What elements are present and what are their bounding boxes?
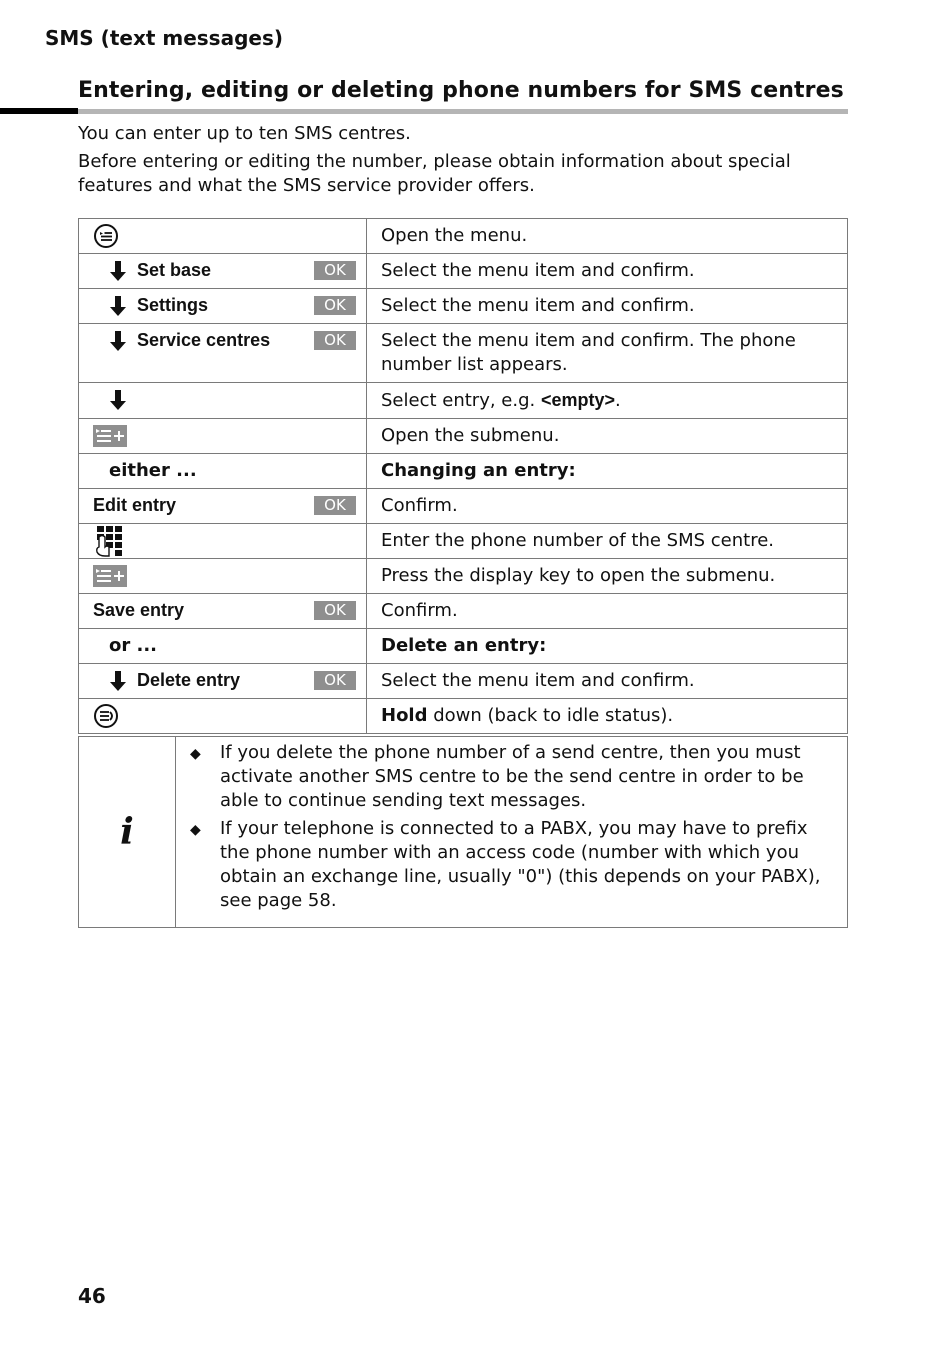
table-row <box>79 383 848 419</box>
step-text: down (back to idle status). <box>427 705 674 726</box>
step-description: Open the submenu. <box>367 419 848 454</box>
ok-key: OK <box>314 601 356 620</box>
keypad-icon <box>93 525 127 557</box>
menu-item-settings: Settings <box>137 295 209 315</box>
ok-key: OK <box>314 261 356 280</box>
step-description: Enter the phone number of the SMS centre. <box>367 524 848 559</box>
step-description: Select the menu item and confirm. <box>367 664 848 699</box>
ok-key: OK <box>314 671 356 690</box>
table-row <box>79 254 848 289</box>
step-text: Select entry, e.g. <box>381 390 541 411</box>
down-arrow-icon <box>109 260 127 282</box>
step-description <box>367 383 848 419</box>
empty-entry-code: <empty> <box>540 390 615 410</box>
title-rule-accent <box>0 108 78 114</box>
steps-table <box>78 218 848 734</box>
table-row <box>79 454 848 489</box>
submenu-key-icon <box>93 565 127 587</box>
step-description: Select the menu item and confirm. The phone number list appears. <box>367 324 848 383</box>
step-description: Select the menu item and confirm. <box>367 254 848 289</box>
either-label: either ... <box>109 460 197 481</box>
table-row <box>79 594 848 629</box>
menu-item-save-entry: Save entry <box>93 600 185 620</box>
info-box <box>78 736 848 928</box>
table-row <box>79 324 848 383</box>
title-rule <box>78 109 848 114</box>
page-title: Entering, editing or deleting phone numbers for SMS centres <box>78 78 844 103</box>
hold-emphasis: Hold <box>381 705 428 726</box>
table-row <box>79 524 848 559</box>
delete-entry-heading: Delete an entry: <box>367 629 848 664</box>
diamond-bullet-icon: ◆ <box>190 746 201 762</box>
page-number: 46 <box>78 1284 106 1308</box>
intro-paragraph: Before entering or editing the number, please obtain information about special features and what the SMS service provider offers. <box>78 151 791 196</box>
info-bullet-text: If your telephone is connected to a PABX, you may have to prefix the phone number with an access code (number with which you obtain an exchange line, usually "0") (this depends on your PABX), see page 58. <box>220 818 821 911</box>
info-bullet-text: If you delete the phone number of a send centre, then you must activate another SMS centre to be the send centre in order to be able to continue sending text messages. <box>220 742 804 811</box>
info-bullet <box>190 817 837 913</box>
down-arrow-icon <box>109 389 127 411</box>
ok-key: OK <box>314 496 356 515</box>
down-arrow-icon <box>109 670 127 692</box>
ok-key: OK <box>314 296 356 315</box>
step-description <box>367 699 848 734</box>
table-row <box>79 419 848 454</box>
submenu-key-icon <box>93 425 127 447</box>
menu-key-icon <box>93 223 119 249</box>
table-row <box>79 629 848 664</box>
info-bullet <box>190 741 837 813</box>
table-row <box>79 737 848 928</box>
step-description: Open the menu. <box>367 219 848 254</box>
menu-item-service-centres: Service centres <box>137 330 271 350</box>
diamond-bullet-icon: ◆ <box>190 822 201 838</box>
step-description: Confirm. <box>367 489 848 524</box>
table-row <box>79 664 848 699</box>
step-text: . <box>615 390 621 411</box>
changing-entry-heading: Changing an entry: <box>367 454 848 489</box>
ok-key: OK <box>314 331 356 350</box>
step-description: Confirm. <box>367 594 848 629</box>
step-description: Select the menu item and confirm. <box>367 289 848 324</box>
table-row <box>79 289 848 324</box>
end-call-key-icon <box>93 703 119 729</box>
intro-text <box>78 122 853 202</box>
info-icon: i <box>120 811 134 853</box>
menu-item-set-base: Set base <box>137 260 212 280</box>
menu-item-delete-entry: Delete entry <box>137 670 241 690</box>
section-header: SMS (text messages) <box>45 26 283 50</box>
table-row <box>79 219 848 254</box>
down-arrow-icon <box>109 295 127 317</box>
or-label: or ... <box>109 635 158 656</box>
menu-item-edit-entry: Edit entry <box>93 495 177 515</box>
table-row <box>79 489 848 524</box>
step-description: Press the display key to open the submenu. <box>367 559 848 594</box>
table-row <box>79 559 848 594</box>
table-row <box>79 699 848 734</box>
down-arrow-icon <box>109 330 127 352</box>
intro-paragraph: You can enter up to ten SMS centres. <box>78 123 411 144</box>
